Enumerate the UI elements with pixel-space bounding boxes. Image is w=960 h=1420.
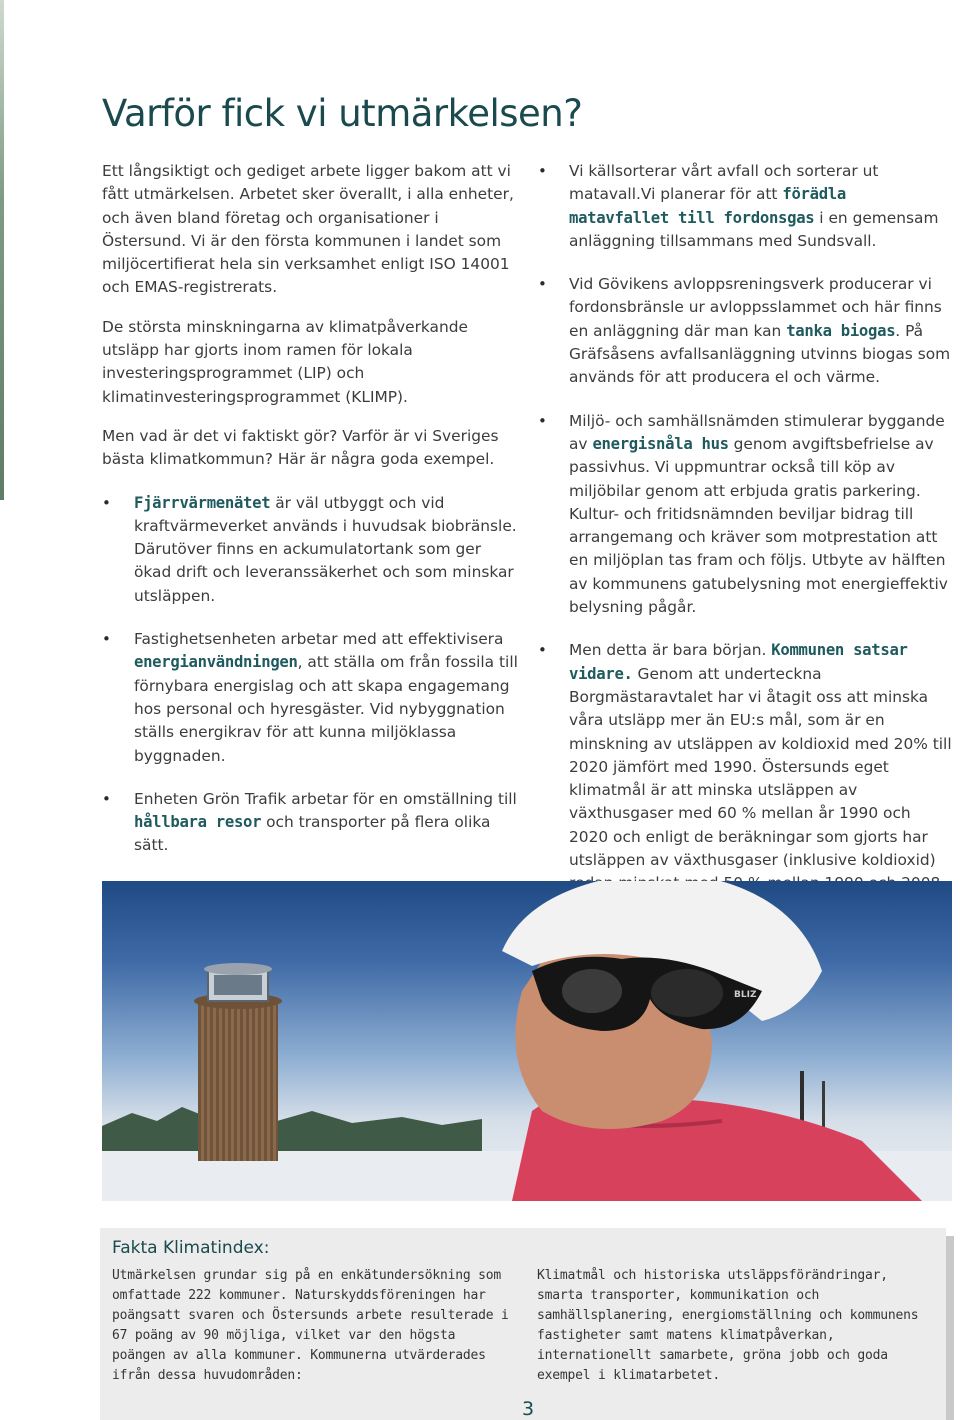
bullet-pre: Men detta är bara början.	[569, 641, 772, 660]
bullet-post: genom avgiftsbefrielse av passivhus. Vi uppmuntrar också till köp av miljöbilar genom att erbjuda gratis parkering. Kultur- och fritidsnämnden beviljar bidrag till arrangemang och kräver som motprestation att en miljöplan tas fram och följs. Utbyte av hälften av kommunens gatubelysning mot energieffektiv belysning pågår.	[569, 434, 948, 617]
bullet-post: . På Gräfsåsens avfallsanläggning utvinns biogas som används för att producera el och värme.	[569, 321, 951, 387]
photo-skier-and-tower	[102, 881, 952, 1201]
list-item-sustainable-travel	[102, 788, 518, 858]
emissions-paragraph: De största minskningarna av klimatpåverkande utsläpp har gjorts inom ramen för lokala investeringsprogrammet (LIP) och klimatinvesteringsprogrammet (KLIMP).	[102, 317, 468, 406]
intro-paragraph: Ett långsiktigt och gediget arbete ligger bakom att vi fått utmärkelsen. Arbetet sker överallt, i alla enheter, och även bland företag och organisationer i Östersund. Vi är den första kommunen i landet som miljöcertifierat hela sin verksamhet enligt ISO 14001 och EMAS-registrerats.	[102, 162, 514, 297]
bullet-icon: •	[538, 411, 547, 430]
bullet-icon: •	[102, 630, 111, 649]
right-column	[538, 160, 954, 916]
glasses-brand: BLIZ	[734, 990, 757, 1000]
fact-box-text-left: Utmärkelsen grundar sig på en enkätundersökning som omfattade 222 kommuner. Naturskyddsföreningen har poängsatt svaren och Östersunds arbete resulterade i 67 poäng av 90 möjliga, vilket var den högsta poängen av alla kommuner. Kommunerna utvärderades ifrån dessa huvudområden:	[112, 1268, 509, 1383]
list-item-food-waste	[538, 160, 954, 253]
bullet-post: Genom att underteckna Borgmästaravtalet har vi åtagit oss att minska våra utsläpp mer än EU:s mål, som är en minskning av utsläppen av koldioxid med 20% till 2020 jämfört med 1990. Östersunds eget klimatmål är att minska utsläppen av växthusgaser med 60 % mellan år 1990 och 2020 och enligt de beräkningar som gjorts har utsläppen av växthusgaser (inklusive koldioxid)	[569, 664, 952, 870]
list-item-biogas	[538, 273, 954, 389]
bullet-highlight: Kommunen satsar vidare.	[569, 641, 908, 683]
bullet-pre: Fastighetsenheten arbetar med att effektivisera	[134, 630, 504, 649]
page-title: Varför fick vi utmärkelsen?	[102, 92, 583, 135]
bullet-highlight: förädla matavfallet till fordonsgas	[569, 185, 846, 227]
list-item-mayors-agreement	[538, 639, 954, 895]
fact-box-text-right: Klimatmål och historiska utsläppsförändringar, smarta transporter, kommunikation och samhällsplanering, energiomställning och kommunens fastigheter samt matens klimatpåverkan, internationellt samarbete, gröna jobb och goda exempel i klimatarbetet.	[537, 1268, 919, 1383]
bullet-highlight: energisnåla hus	[592, 434, 729, 453]
bullet-highlight: energianvändningen	[134, 653, 298, 672]
bullet-highlight: Fjärrvärmenätet	[134, 493, 271, 512]
fact-box-title: Fakta Klimatindex:	[112, 1238, 270, 1258]
bullet-highlight: tanka biogas	[786, 321, 896, 340]
water-tower	[194, 963, 282, 1161]
question-paragraph: Men vad är det vi faktiskt gör? Varför är vi Sveriges bästa klimatkommun? Här är några goda exempel.	[102, 426, 499, 469]
bullet-post: är väl utbyggt och vid kraftvärmeverket används i huvudsak biobränsle. Därutöver finns en ackumulatortank som ger ökad drift och leveranssäkerhet och som minskar utsläppen.	[134, 493, 517, 605]
bullet-highlight: hållbara resor	[134, 813, 262, 832]
list-item-energy-use	[102, 628, 518, 768]
page-number: 3	[522, 1398, 535, 1420]
bullet-icon: •	[538, 162, 547, 180]
bullet-icon: •	[538, 641, 547, 660]
photo-illustration	[102, 881, 952, 1201]
list-item-energy-houses	[538, 410, 954, 620]
bullet-pre: Enheten Grön Trafik arbetar för en omställning till	[134, 789, 517, 808]
bullet-post: och transporter på flera olika sätt.	[134, 813, 491, 855]
bullet-pre: Vid Gövikens avloppsreningsverk producerar vi fordonsbränsle ur avloppsslammet och här finns en anläggning där man kan	[569, 275, 942, 340]
bullet-pre: Miljö- och samhällsnämden stimulerar byggande av	[569, 411, 945, 453]
bullet-icon: •	[538, 275, 547, 294]
bullet-icon: •	[102, 493, 111, 512]
bullet-icon: •	[102, 789, 111, 808]
fact-box	[100, 1228, 946, 1420]
list-item-district-heating	[102, 492, 518, 608]
bullet-pre: Vi källsorterar vårt avfall och sorterar ut matavall.Vi planerar för att	[569, 162, 879, 204]
page-edge-strip	[0, 0, 4, 500]
bullet-post: , att ställa om från fossila till förnybara energislag och att skapa engagemang hos personal och hyresgäster. Vid nybyggnation ställs energikrav för att kunna miljöklassa byggnaden.	[134, 653, 518, 765]
bullet-post: i en gemensam anläggning tillsammans med Sundsvall.	[569, 208, 939, 250]
